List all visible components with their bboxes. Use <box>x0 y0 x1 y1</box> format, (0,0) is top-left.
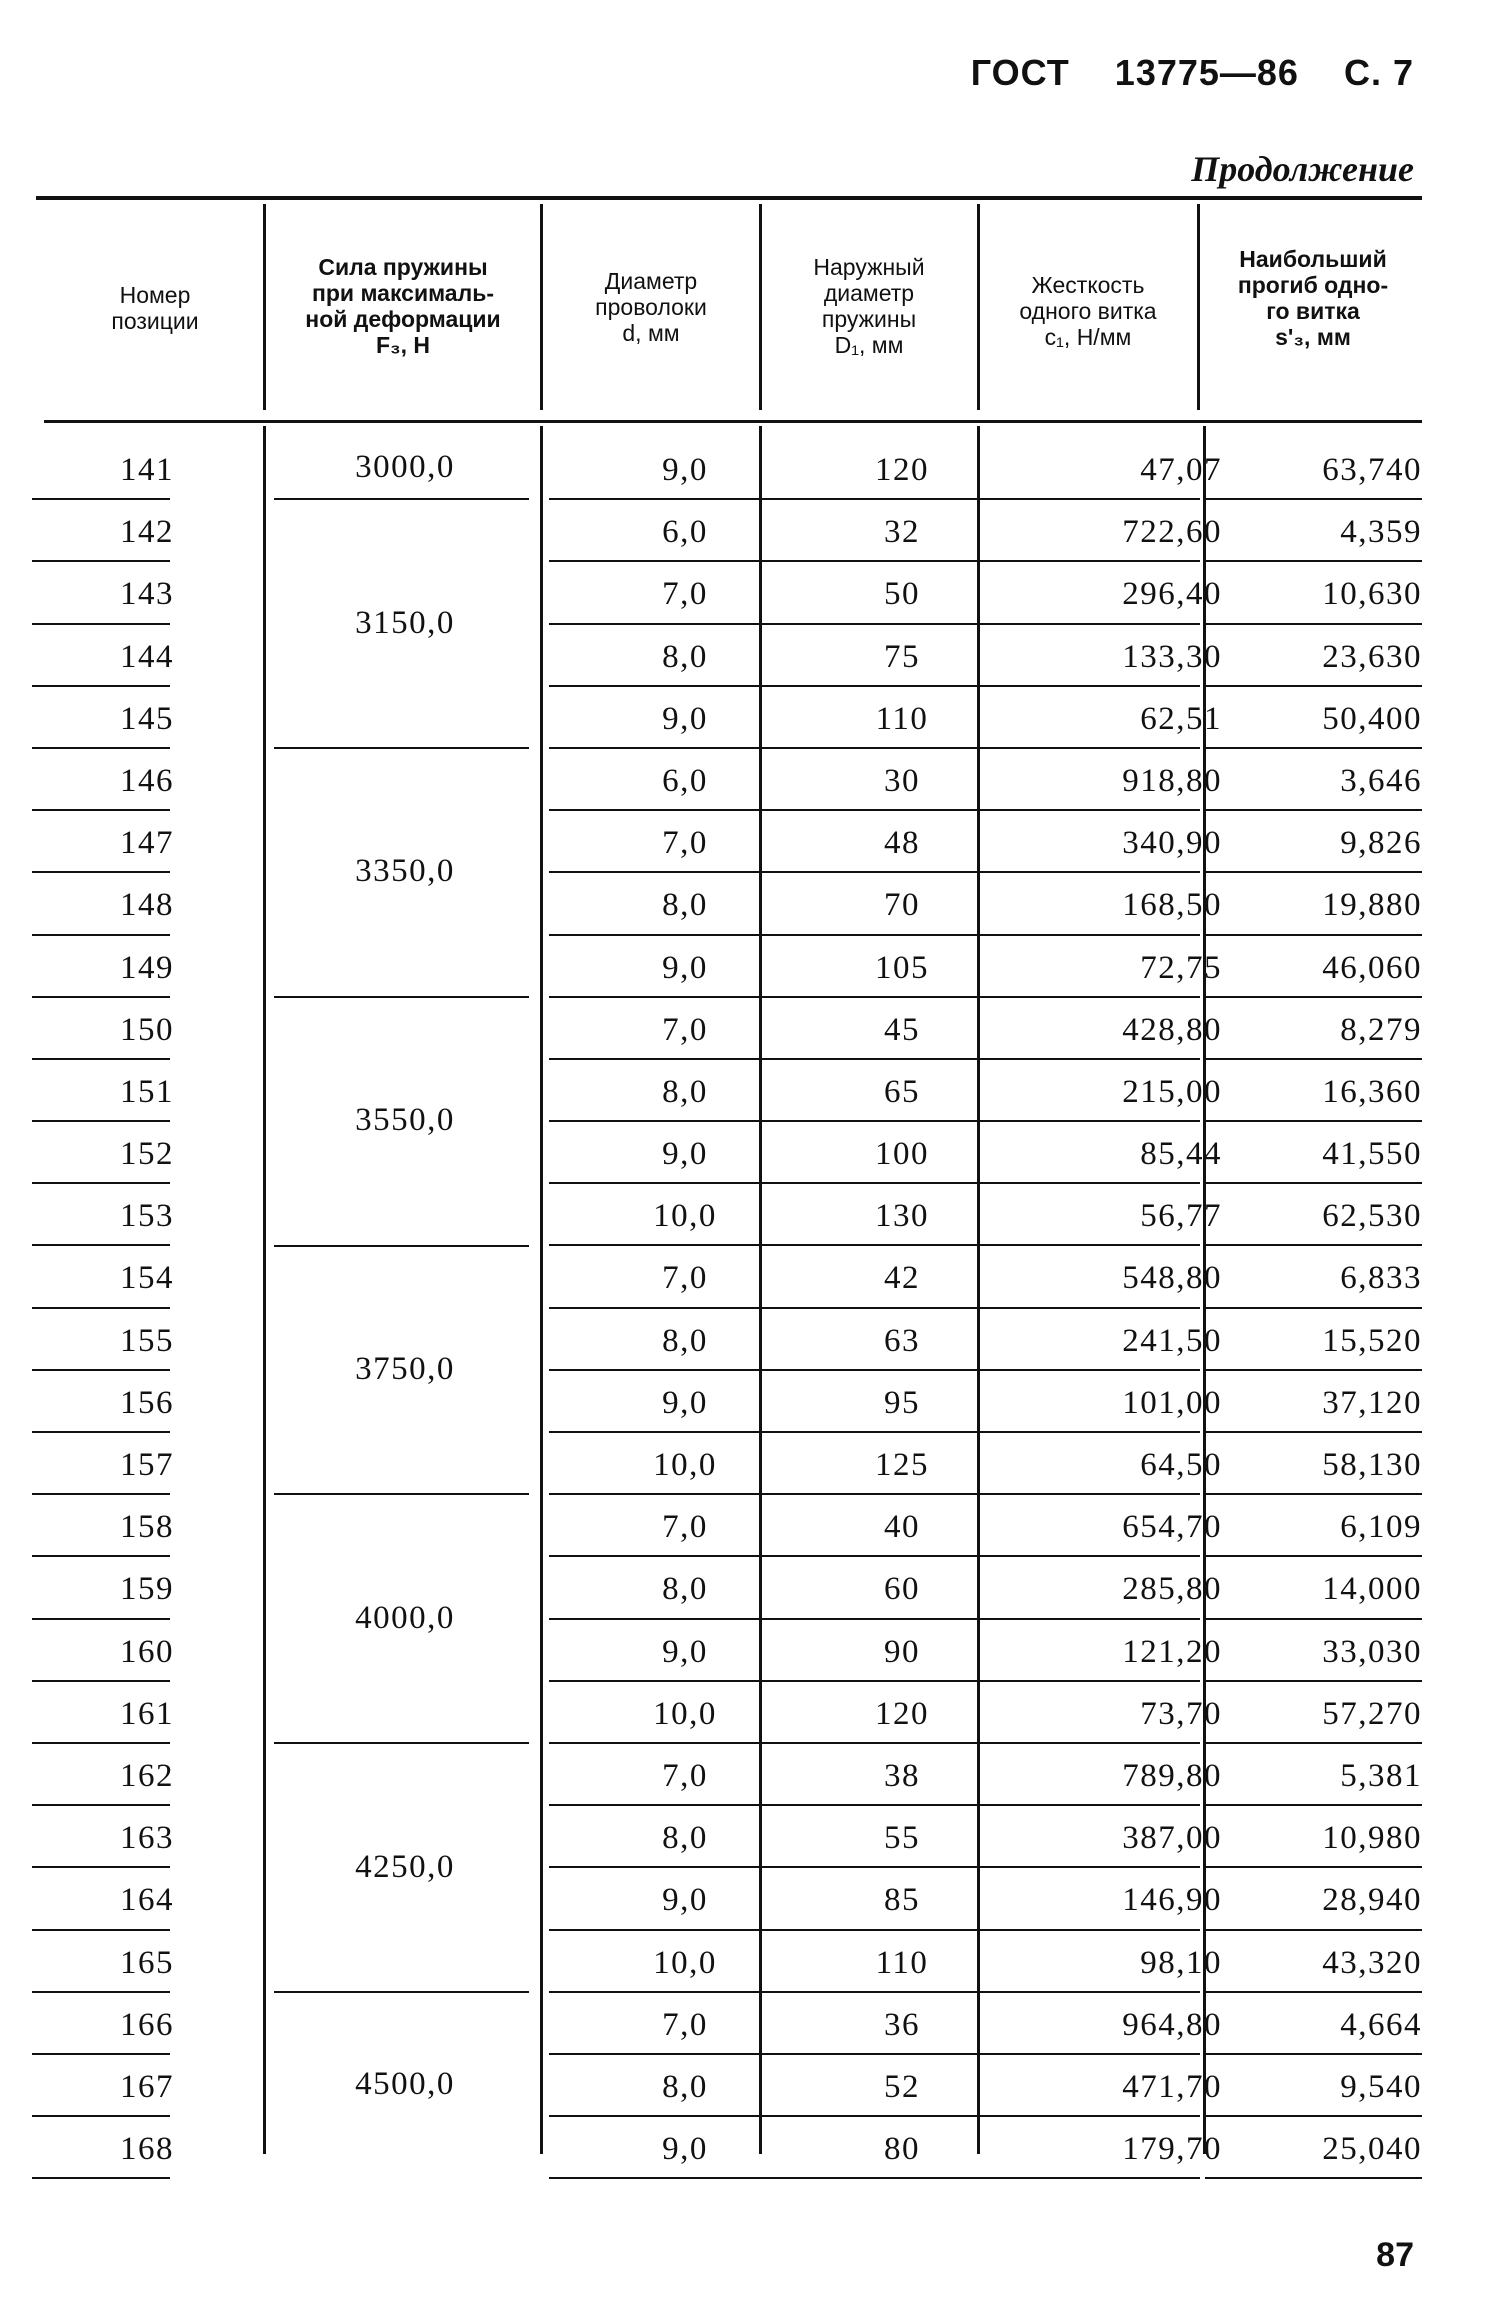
table-row <box>32 2117 1422 2179</box>
deflection-cell: 19,880 <box>1322 887 1422 924</box>
position-cell: 143 <box>120 576 174 613</box>
page-reference: С. 7 <box>1343 52 1414 93</box>
force-group-rule <box>274 1742 529 1744</box>
outer-diameter-cell: 110 <box>875 700 929 737</box>
deflection-cell: 6,109 <box>1340 1509 1422 1546</box>
standard-number: 13775—86 <box>1114 52 1299 93</box>
wire-diameter-cell: 8,0 <box>662 1322 708 1359</box>
wire-diameter-cell: 10,0 <box>653 1198 717 1235</box>
header-bottom-rule <box>44 420 1422 423</box>
column-divider <box>977 204 980 410</box>
wire-diameter-cell: 9,0 <box>662 700 708 737</box>
deflection-cell: 14,000 <box>1322 1571 1422 1608</box>
wire-diameter-cell: 8,0 <box>662 1073 708 1110</box>
position-cell: 146 <box>120 762 174 799</box>
table-top-rule <box>36 196 1422 200</box>
stiffness-cell: 121,20 <box>1122 1633 1222 1670</box>
position-cell: 159 <box>120 1571 174 1608</box>
table-row <box>32 1495 1422 1557</box>
table-row <box>32 2055 1422 2117</box>
force-group-rule <box>274 498 529 500</box>
header-deflection: Наибольший прогиб одно- го витка s'₃, мм <box>1237 246 1389 350</box>
stiffness-cell: 789,80 <box>1122 1757 1222 1794</box>
stiffness-cell: 146,90 <box>1122 1882 1222 1919</box>
position-cell: 153 <box>120 1198 174 1235</box>
table-row <box>32 936 1422 998</box>
position-cell: 165 <box>120 1944 174 1981</box>
stiffness-cell: 168,50 <box>1122 887 1222 924</box>
outer-diameter-cell: 80 <box>884 2131 920 2168</box>
wire-diameter-cell: 8,0 <box>662 638 708 675</box>
force-cell: 3550,0 <box>355 1102 455 1139</box>
wire-diameter-cell: 7,0 <box>662 1509 708 1546</box>
outer-diameter-cell: 40 <box>884 1509 920 1546</box>
table-row <box>32 998 1422 1060</box>
deflection-cell: 4,359 <box>1340 514 1422 551</box>
stiffness-cell: 285,80 <box>1122 1571 1222 1608</box>
table-row <box>32 1184 1422 1246</box>
position-cell: 163 <box>120 1820 174 1857</box>
deflection-cell: 33,030 <box>1322 1633 1422 1670</box>
table-row <box>32 1122 1422 1184</box>
position-cell: 148 <box>120 887 174 924</box>
deflection-cell: 58,130 <box>1322 1447 1422 1483</box>
stiffness-cell: 387,00 <box>1122 1820 1222 1857</box>
wire-diameter-cell: 6,0 <box>662 762 708 799</box>
outer-diameter-cell: 65 <box>884 1073 920 1110</box>
position-cell: 145 <box>120 700 174 737</box>
table-row <box>32 687 1422 749</box>
deflection-cell: 10,980 <box>1322 1820 1422 1857</box>
position-cell: 161 <box>120 1695 174 1732</box>
header-stiffness: Жесткость одного витка c₁, Н/мм <box>1019 272 1157 350</box>
wire-diameter-cell: 9,0 <box>662 452 708 488</box>
wire-diameter-cell: 9,0 <box>662 1633 708 1670</box>
deflection-cell: 23,630 <box>1322 638 1422 675</box>
wire-diameter-cell: 7,0 <box>662 1260 708 1297</box>
table-row <box>32 1682 1422 1744</box>
force-cell: 3350,0 <box>355 853 455 890</box>
force-cell: 4250,0 <box>355 1848 455 1885</box>
table-row <box>32 1620 1422 1682</box>
table-row <box>32 562 1422 624</box>
force-group-rule <box>274 996 529 998</box>
force-group-rule <box>274 1245 529 1247</box>
stiffness-cell: 98,10 <box>1140 1944 1222 1981</box>
force-group-rule <box>274 1991 529 1993</box>
position-cell: 156 <box>120 1384 174 1421</box>
position-cell: 157 <box>120 1447 174 1483</box>
deflection-cell: 43,320 <box>1322 1944 1422 1981</box>
wire-diameter-cell: 8,0 <box>662 1820 708 1857</box>
position-cell: 155 <box>120 1322 174 1359</box>
deflection-cell: 37,120 <box>1322 1384 1422 1421</box>
row-rule <box>1205 2177 1422 2179</box>
wire-diameter-cell: 6,0 <box>662 514 708 551</box>
force-cell: 3750,0 <box>355 1351 455 1387</box>
deflection-cell: 3,646 <box>1340 762 1422 799</box>
table-row <box>32 749 1422 811</box>
deflection-cell: 9,826 <box>1340 825 1422 862</box>
stiffness-cell: 428,80 <box>1122 1011 1222 1048</box>
deflection-cell: 16,360 <box>1322 1073 1422 1110</box>
column-divider <box>759 204 762 410</box>
outer-diameter-cell: 105 <box>875 949 929 986</box>
position-cell: 162 <box>120 1757 174 1794</box>
wire-diameter-cell: 7,0 <box>662 825 708 862</box>
force-cell: 3150,0 <box>355 604 455 641</box>
deflection-cell: 6,833 <box>1340 1260 1422 1297</box>
page-header <box>971 52 1414 94</box>
deflection-cell: 62,530 <box>1322 1198 1422 1235</box>
deflection-cell: 9,540 <box>1340 2068 1422 2105</box>
table-row <box>32 1868 1422 1930</box>
outer-diameter-cell: 60 <box>884 1571 920 1608</box>
table-row <box>32 1744 1422 1806</box>
wire-diameter-cell: 10,0 <box>653 1695 717 1732</box>
outer-diameter-cell: 75 <box>884 638 920 675</box>
position-cell: 168 <box>120 2131 174 2168</box>
deflection-cell: 15,520 <box>1322 1322 1422 1359</box>
force-cell: 3000,0 <box>355 449 455 486</box>
stiffness-cell: 47,07 <box>1140 452 1222 488</box>
outer-diameter-cell: 120 <box>875 452 929 488</box>
position-cell: 141 <box>120 452 174 488</box>
wire-diameter-cell: 8,0 <box>662 1571 708 1608</box>
outer-diameter-cell: 130 <box>875 1198 929 1235</box>
stiffness-cell: 179,70 <box>1122 2131 1222 2168</box>
table-row <box>32 1993 1422 2055</box>
outer-diameter-cell: 48 <box>884 825 920 862</box>
force-group-rule <box>274 747 529 749</box>
deflection-cell: 25,040 <box>1322 2131 1422 2168</box>
position-cell: 167 <box>120 2068 174 2105</box>
wire-diameter-cell: 7,0 <box>662 1011 708 1048</box>
table-row <box>32 1060 1422 1122</box>
wire-diameter-cell: 8,0 <box>662 2068 708 2105</box>
outer-diameter-cell: 120 <box>875 1695 929 1732</box>
stiffness-cell: 340,90 <box>1122 825 1222 862</box>
stiffness-cell: 241,50 <box>1122 1322 1222 1359</box>
stiffness-cell: 654,70 <box>1122 1509 1222 1546</box>
table-row <box>32 1246 1422 1308</box>
stiffness-cell: 101,00 <box>1122 1384 1222 1421</box>
outer-diameter-cell: 30 <box>884 762 920 799</box>
position-cell: 149 <box>120 949 174 986</box>
wire-diameter-cell: 7,0 <box>662 1757 708 1794</box>
outer-diameter-cell: 42 <box>884 1260 920 1297</box>
outer-diameter-cell: 36 <box>884 2006 920 2043</box>
table-row <box>32 625 1422 687</box>
wire-diameter-cell: 8,0 <box>662 887 708 924</box>
deflection-cell: 46,060 <box>1322 949 1422 986</box>
row-rule <box>32 2177 170 2179</box>
position-cell: 166 <box>120 2006 174 2043</box>
deflection-cell: 10,630 <box>1322 576 1422 613</box>
continuation-label: Продолжение <box>1191 149 1414 189</box>
wire-diameter-cell: 9,0 <box>662 1136 708 1173</box>
header-outer-diameter: Наружный диаметр пружины D₁, мм <box>813 254 925 358</box>
outer-diameter-cell: 50 <box>884 576 920 613</box>
stiffness-cell: 964,80 <box>1122 2006 1222 2043</box>
position-cell: 142 <box>120 514 174 551</box>
outer-diameter-cell: 32 <box>884 514 920 551</box>
table-body <box>32 438 1422 2179</box>
stiffness-cell: 56,77 <box>1140 1198 1222 1235</box>
wire-diameter-cell: 7,0 <box>662 576 708 613</box>
row-rule <box>765 2177 983 2179</box>
deflection-cell: 50,400 <box>1322 700 1422 737</box>
wire-diameter-cell: 10,0 <box>653 1944 717 1981</box>
force-group-rule <box>274 1493 529 1495</box>
wire-diameter-cell: 9,0 <box>662 1384 708 1421</box>
wire-diameter-cell: 9,0 <box>662 949 708 986</box>
force-cell: 4500,0 <box>355 2066 455 2103</box>
position-cell: 147 <box>120 825 174 862</box>
table-row <box>32 1309 1422 1371</box>
header-position: Номер позиции <box>111 282 199 334</box>
outer-diameter-cell: 38 <box>884 1757 920 1794</box>
column-divider <box>540 204 543 410</box>
stiffness-cell: 72,75 <box>1140 949 1222 986</box>
position-cell: 152 <box>120 1136 174 1173</box>
table-row <box>32 1806 1422 1868</box>
outer-diameter-cell: 45 <box>884 1011 920 1048</box>
stiffness-cell: 918,80 <box>1122 762 1222 799</box>
standard-label: ГОСТ <box>970 52 1070 93</box>
stiffness-cell: 133,30 <box>1122 638 1222 675</box>
stiffness-cell: 62,51 <box>1140 700 1222 737</box>
position-cell: 158 <box>120 1509 174 1546</box>
table-row <box>32 811 1422 873</box>
header-force: Сила пружины при максималь- ной деформации F₃, Н <box>305 254 501 358</box>
deflection-cell: 4,664 <box>1340 2006 1422 2043</box>
stiffness-cell: 64,50 <box>1140 1447 1222 1483</box>
deflection-cell: 28,940 <box>1322 1882 1422 1919</box>
outer-diameter-cell: 70 <box>884 887 920 924</box>
row-rule <box>982 2177 1200 2179</box>
outer-diameter-cell: 110 <box>875 1944 929 1981</box>
stiffness-cell: 296,40 <box>1122 576 1222 613</box>
table-row <box>32 1557 1422 1619</box>
outer-diameter-cell: 63 <box>884 1322 920 1359</box>
outer-diameter-cell: 55 <box>884 1820 920 1857</box>
table-row <box>32 500 1422 562</box>
page-number: 87 <box>1376 2236 1414 2274</box>
table-row <box>32 873 1422 935</box>
position-cell: 151 <box>120 1073 174 1110</box>
row-rule <box>549 2177 784 2179</box>
stiffness-cell: 73,70 <box>1140 1695 1222 1732</box>
table-row <box>32 1371 1422 1433</box>
outer-diameter-cell: 125 <box>875 1447 929 1483</box>
wire-diameter-cell: 9,0 <box>662 2131 708 2168</box>
force-cell: 4000,0 <box>355 1599 455 1636</box>
stiffness-cell: 548,80 <box>1122 1260 1222 1297</box>
stiffness-cell: 85,44 <box>1140 1136 1222 1173</box>
stiffness-cell: 215,00 <box>1122 1073 1222 1110</box>
position-cell: 154 <box>120 1260 174 1297</box>
table-row <box>32 1931 1422 1993</box>
position-cell: 160 <box>120 1633 174 1670</box>
stiffness-cell: 722,60 <box>1122 514 1222 551</box>
position-cell: 164 <box>120 1882 174 1919</box>
deflection-cell: 41,550 <box>1322 1136 1422 1173</box>
wire-diameter-cell: 10,0 <box>653 1447 717 1483</box>
deflection-cell: 5,381 <box>1340 1757 1422 1794</box>
position-cell: 144 <box>120 638 174 675</box>
header-wire-diameter: Диаметр проволоки d, мм <box>595 268 707 346</box>
outer-diameter-cell: 90 <box>884 1633 920 1670</box>
column-divider <box>1197 204 1200 410</box>
outer-diameter-cell: 85 <box>884 1882 920 1919</box>
outer-diameter-cell: 52 <box>884 2068 920 2105</box>
stiffness-cell: 471,70 <box>1122 2068 1222 2105</box>
deflection-cell: 57,270 <box>1322 1695 1422 1732</box>
outer-diameter-cell: 100 <box>875 1136 929 1173</box>
wire-diameter-cell: 7,0 <box>662 2006 708 2043</box>
table-row <box>32 1433 1422 1495</box>
position-cell: 150 <box>120 1011 174 1048</box>
table-row <box>32 438 1422 500</box>
deflection-cell: 63,740 <box>1322 452 1422 488</box>
wire-diameter-cell: 9,0 <box>662 1882 708 1919</box>
deflection-cell: 8,279 <box>1340 1011 1422 1048</box>
outer-diameter-cell: 95 <box>884 1384 920 1421</box>
